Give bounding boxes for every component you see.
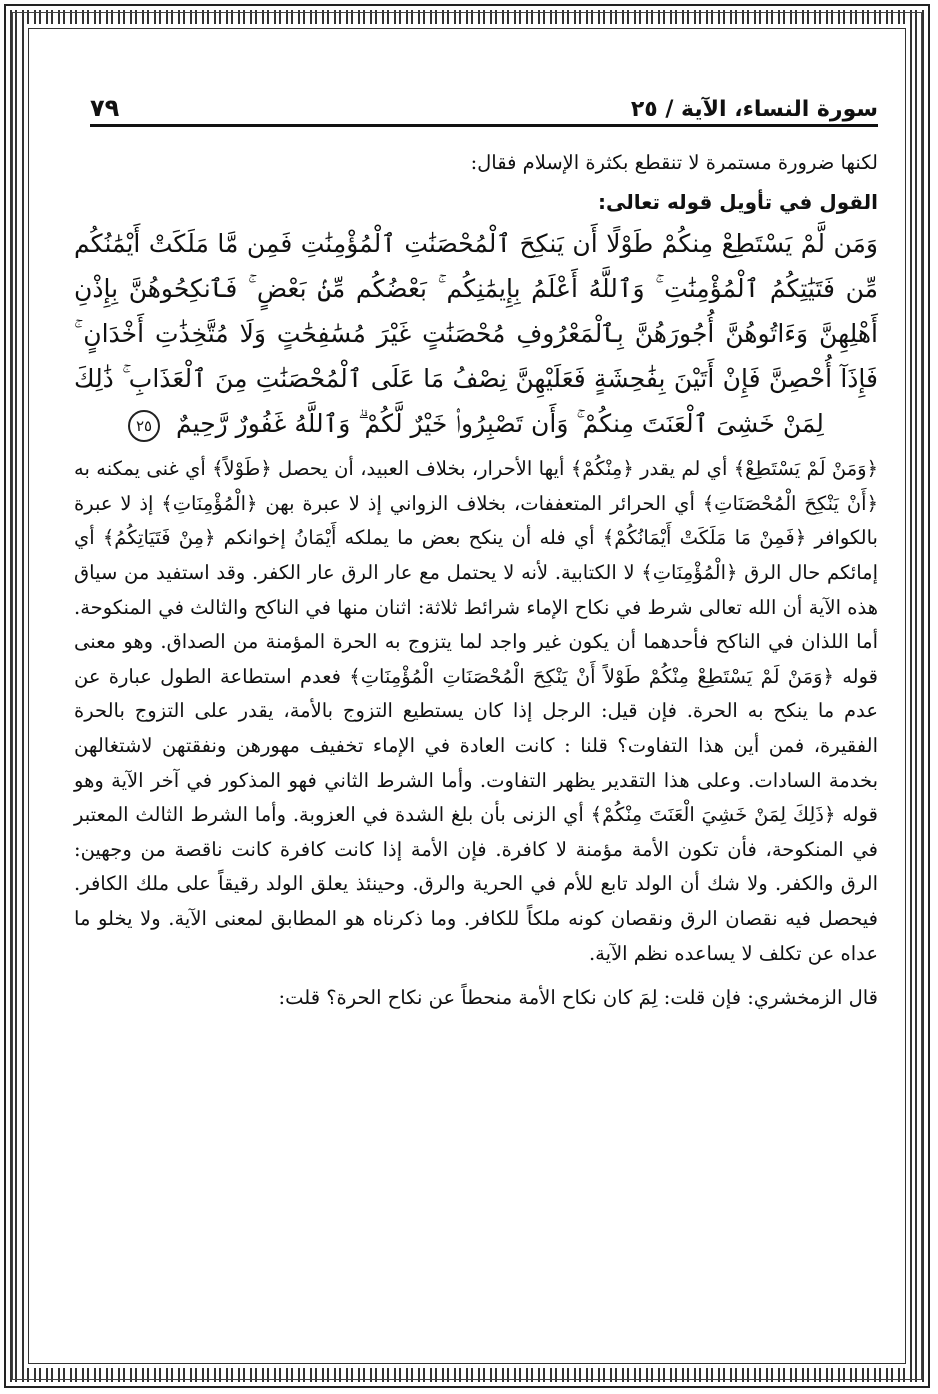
- page-number: ٧٩: [90, 94, 120, 122]
- book-page: [60, 60, 878, 1350]
- running-title: سورة النساء، الآية / ٢٥: [630, 97, 878, 122]
- header-rule: [90, 124, 878, 127]
- commentary-paragraph: قال الزمخشري: فإن قلت: لِمَ كان نكاح الأمة منحطاً عن نكاح الحرة؟ قلت:: [278, 986, 878, 1010]
- verse-number-marker: ٢٥: [128, 410, 160, 442]
- page-body: [74, 146, 878, 1016]
- section-heading: القول في تأويل قوله تعالى:: [598, 189, 878, 214]
- quran-verse: [74, 221, 878, 452]
- verse-text: وَمَن لَّمْ يَسْتَطِعْ مِنكُمْ طَوْلًا أَن يَنكِحَ ٱلْمُحْصَنَٰتِ ٱلْمُؤْمِنَٰتِ فَمِن مَّا مَلَكَتْ أَيْمَٰنُكُم مِّن فَتَيَٰتِكُمُ ٱلْمُؤْمِنَٰتِ ۚ وَٱللَّهُ أَعْلَمُ بِإِيمَٰنِكُم ۚ بَعْضُكُم مِّنۢ بَعْضٍ ۚ فَٱنكِحُوهُنَّ بِإِذْنِ أَهْلِهِنَّ وَءَاتُوهُنَّ أُجُورَهُنَّ بِٱلْمَعْرُوفِ مُحْصَنَٰتٍ غَيْرَ مُسَٰفِحَٰتٍ وَلَا مُتَّخِذَٰتِ أَخْدَانٍ ۚ فَإِذَآ أُحْصِنَّ فَإِنْ أَتَيْنَ بِفَٰحِشَةٍ فَعَلَيْهِنَّ نِصْفُ مَا عَلَى ٱلْمُحْصَنَٰتِ مِنَ ٱلْعَذَابِ ۚ ذَٰلِكَ لِمَنْ خَشِىَ ٱلْعَنَتَ مِنكُمْ ۚ وَأَن تَصْبِرُوا۟ خَيْرٌ لَّكُمْ ۗ وَٱللَّهُ غَفُورٌ رَّحِيمٌ: [74, 229, 878, 439]
- running-header: [90, 82, 878, 122]
- intro-sentence: لكنها ضرورة مستمرة لا تنقطع بكثرة الإسلام فقال:: [470, 151, 878, 174]
- commentary-paragraph: ﴿وَمَنْ لَمْ يَسْتَطِعْ﴾ أي لم يقدر ﴿مِنْكُمْ﴾ أيها الأحرار، بخلاف العبيد، أن يحصل ﴿طَوْلاً﴾ أي غنى يمكنه به ﴿أَنْ يَنْكِحَ الْمُحْصَنَاتِ﴾ أي الحرائر المتعففات، بخلاف الزواني إذ لا عبرة بهن ﴿الْمُؤْمِنَاتِ﴾ إذ لا عبرة بالكوافر ﴿فَمِنْ مَا مَلَكَتْ أَيْمَانُكُمْ﴾ أي فله أن ينكح بعض ما يملكه أَيْمَانُ إخوانكم ﴿مِنْ فَتَيَاتِكُمُ﴾ أي إمائكم حال الرق ﴿الْمُؤْمِنَاتِ﴾ لا الكتابية. لأنه لا يحتمل مع عار الرق عار الكفر. وقد استفيد من سياق هذه الآية أن الله تعالى شرط في نكاح الإماء شرائط ثلاثة: اثنان منها في الناكح والثالث في المنكوحة. أما اللذان في الناكح فأحدهما أن يكون غير واجد لما يتزوج به الحرة المؤمنة من الصداق. وهو معنى قوله ﴿وَمَنْ لَمْ يَسْتَطِعْ مِنْكُمْ طَوْلاً أَنْ يَنْكِحَ الْمُحْصَنَاتِ الْمُؤْمِنَاتِ﴾ فعدم استطاعة الطول عبارة عن عدم ما ينكح به الحرة. فإن قيل: الرجل إذا كان يستطيع التزوج بالأمة، يقدر على التزوج بالحرة الفقيرة، فمن أين هذا التفاوت؟ قلنا : كانت العادة في الإماء تخفيف مهورهن ونفقتهن لاشتغالهن بخدمة السادات. وعلى هذا التقدير يظهر التفاوت. وأما الشرط الثاني فهو المذكور في آخر الآية وهو قوله ﴿ذَلِكَ لِمَنْ خَشِيَ الْعَنَتَ مِنْكُمْ﴾ أي الزنى بأن بلغ الشدة في العزوبة. وأما الشرط الثالث المعتبر في المنكوحة، فأن تكون الأمة مؤمنة لا كافرة. فإن الأمة إذا كانت كافرة كانت ناقصة من وجهين: الرق والكفر. ولا شك أن الولد تابع للأم في الحرية والرق. وحينئذ يعلق الولد رقيقاً على ملك الكافر. فيحصل فيه نقصان الرق ونقصان كونه ملكاً للكافر. وما ذكرناه هو المطابق لمعنى الآية. ولا يخلو ما عداه عن تكلف لا يساعده نظم الآية.: [74, 457, 878, 965]
